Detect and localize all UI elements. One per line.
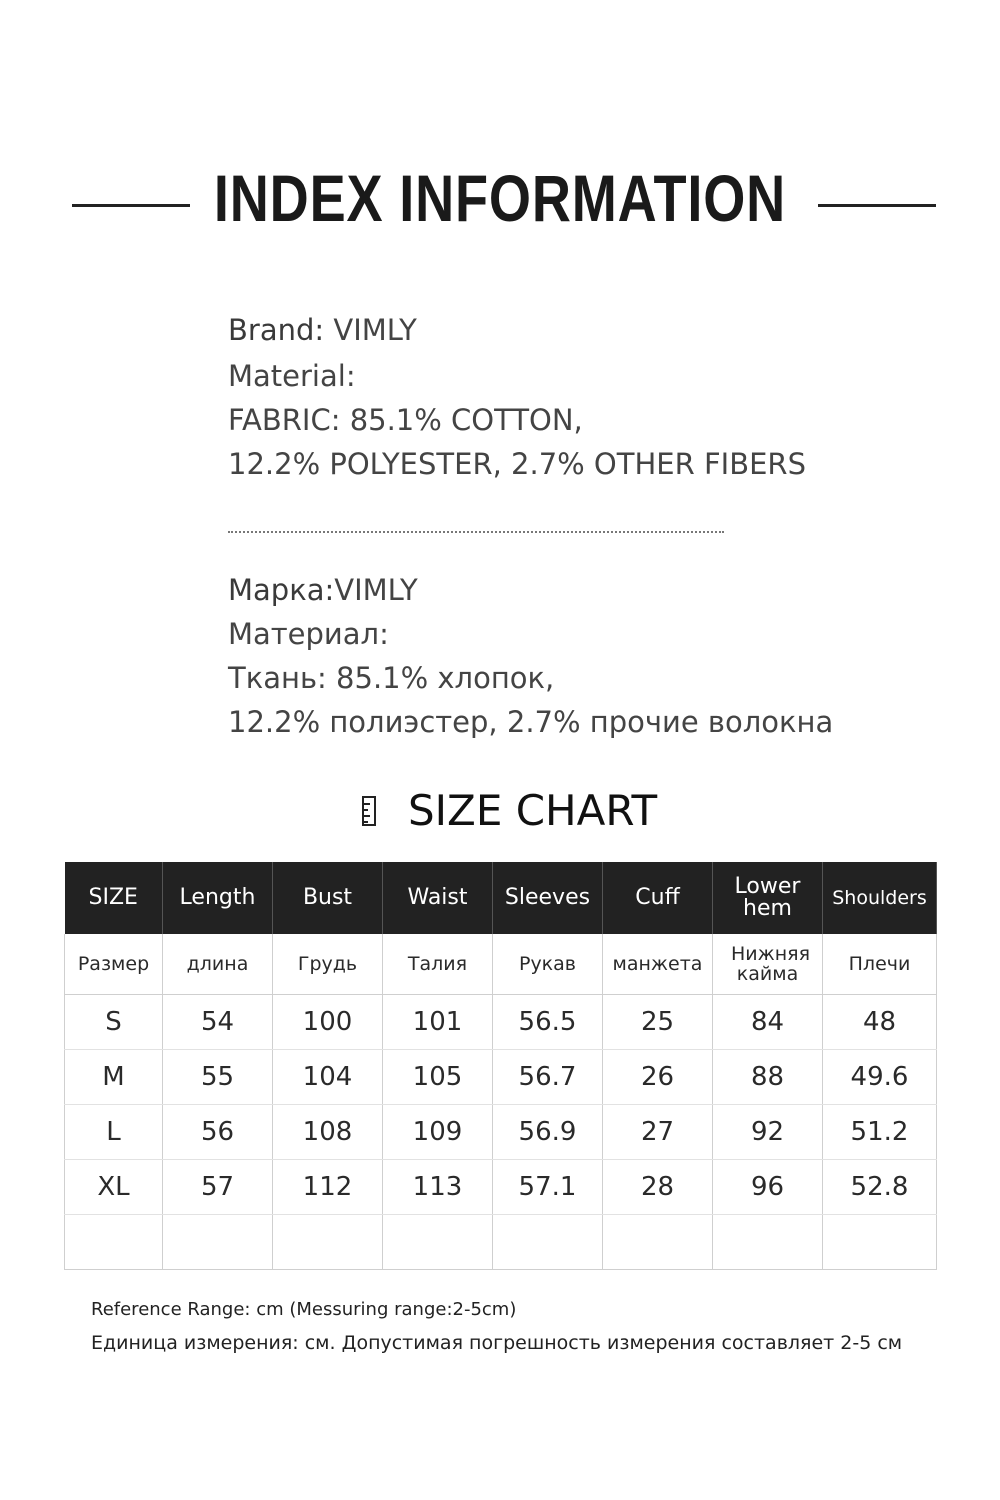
dotted-divider: [228, 531, 724, 533]
cell-bust: 112: [273, 1160, 383, 1215]
col-header-lower-hem: Lower hem: [713, 862, 823, 934]
cell-bust: 108: [273, 1105, 383, 1160]
cell-lower-hem: 96: [713, 1160, 823, 1215]
ru-header-sleeves: Рукав: [493, 934, 603, 995]
cell-shoulders: 48: [823, 995, 937, 1050]
cell-sleeves: 56.7: [493, 1050, 603, 1105]
cell-length: 56: [163, 1105, 273, 1160]
material-label-ru: Материал:: [228, 617, 389, 651]
cell-size: M: [65, 1050, 163, 1105]
ru-header-shoulders: Плечи: [823, 934, 937, 995]
cell-sleeves: 57.1: [493, 1160, 603, 1215]
cell-shoulders: 52.8: [823, 1160, 937, 1215]
cell-size: S: [65, 995, 163, 1050]
col-header-shoulders: Shoulders: [823, 862, 937, 934]
table-row: [65, 1050, 937, 1105]
ru-header-bust: Грудь: [273, 934, 383, 995]
brand-value-ru: VIMLY: [334, 573, 418, 607]
cell-cuff: 26: [603, 1050, 713, 1105]
cell-length: 57: [163, 1160, 273, 1215]
material-line-2-ru: 12.2% полиэстер, 2.7% прочие волокна: [228, 705, 834, 739]
size-chart-title-text: SIZE CHART: [408, 786, 658, 835]
table-header-row: [65, 862, 937, 934]
note-ru: Единица измерения: см. Допустимая погрешность измерения составляет 2-5 см: [91, 1332, 903, 1354]
cell-sleeves: 56.5: [493, 995, 603, 1050]
cell-cuff: 27: [603, 1105, 713, 1160]
table-row: [65, 1160, 937, 1215]
cell-sleeves: 56.9: [493, 1105, 603, 1160]
col-header-size: SIZE: [65, 862, 163, 934]
table-row-ru-headers: [65, 934, 937, 995]
material-label: Material:: [228, 359, 356, 393]
ru-header-length: длина: [163, 934, 273, 995]
cell-length: 55: [163, 1050, 273, 1105]
size-chart-title: [360, 786, 657, 835]
info-ru: [228, 568, 833, 744]
col-header-cuff: Cuff: [603, 862, 713, 934]
table-row: [65, 995, 937, 1050]
col-header-waist: Waist: [383, 862, 493, 934]
table-row: [65, 1105, 937, 1160]
material-line-1: FABRIC: 85.1% COTTON,: [228, 403, 583, 437]
brand-label: Brand:: [228, 313, 325, 347]
cell-lower-hem: 88: [713, 1050, 823, 1105]
cell-waist: 113: [383, 1160, 493, 1215]
material-line-2: 12.2% POLYESTER, 2.7% OTHER FIBERS: [228, 447, 806, 481]
cell-size: XL: [65, 1160, 163, 1215]
brand-label-ru: Марка:: [228, 573, 335, 607]
cell-lower-hem: 92: [713, 1105, 823, 1160]
ru-header-lower-hem: Нижняя кайма: [713, 934, 823, 995]
table-row-empty: [65, 1215, 937, 1270]
cell-waist: 101: [383, 995, 493, 1050]
col-header-length: Length: [163, 862, 273, 934]
ru-header-waist: Талия: [383, 934, 493, 995]
cell-length: 54: [163, 995, 273, 1050]
cell-waist: 109: [383, 1105, 493, 1160]
info-en: [228, 308, 806, 486]
col-header-bust: Bust: [273, 862, 383, 934]
size-table: [64, 862, 937, 1270]
col-header-sleeves: Sleeves: [493, 862, 603, 934]
cell-bust: 100: [273, 995, 383, 1050]
cell-bust: 104: [273, 1050, 383, 1105]
page-title: INDEX INFORMATION: [213, 161, 787, 235]
cell-cuff: 25: [603, 995, 713, 1050]
brand-value: VIMLY: [333, 313, 417, 347]
brand-line: [228, 308, 806, 352]
cell-shoulders: 49.6: [823, 1050, 937, 1105]
ru-header-size: Размер: [65, 934, 163, 995]
cell-size: L: [65, 1105, 163, 1160]
cell-waist: 105: [383, 1050, 493, 1105]
cell-lower-hem: 84: [713, 995, 823, 1050]
note-en: Reference Range: cm (Messuring range:2-5cm): [91, 1299, 517, 1320]
cell-cuff: 28: [603, 1160, 713, 1215]
brand-line-ru: [228, 568, 833, 612]
cell-shoulders: 51.2: [823, 1105, 937, 1160]
material-line-1-ru: Ткань: 85.1% хлопок,: [228, 661, 555, 695]
ru-header-cuff: манжета: [603, 934, 713, 995]
